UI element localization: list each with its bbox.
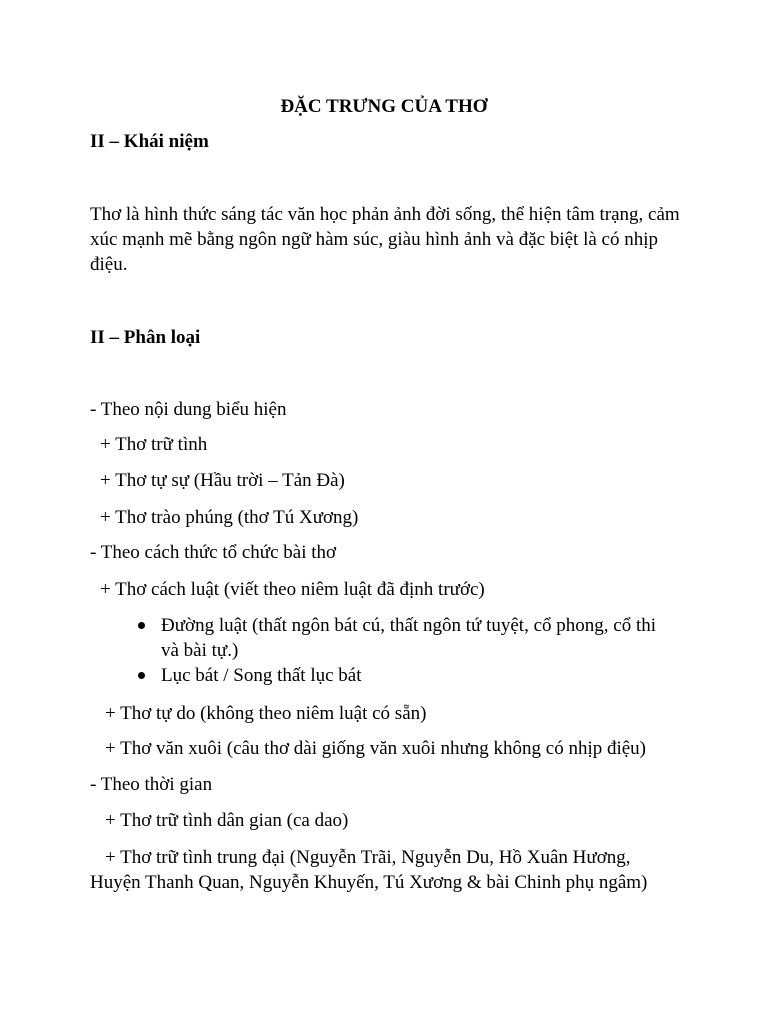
bullet-text: Lục bát / Song thất lục bát [161, 665, 362, 686]
list-item-metrical: + Thơ cách luật (viết theo niêm luật đã định trước) [100, 579, 485, 600]
list-item-satirical: + Thơ trào phúng (thơ Tú Xương) [100, 507, 359, 528]
bullet-dot-icon [138, 622, 145, 629]
bullet-item-luc-bat [136, 663, 676, 688]
bullet-text: Đường luật (thất ngôn bát cú, thất ngôn tứ tuyệt, cổ phong, cổ thi và bài tự.) [161, 615, 657, 661]
concept-paragraph: Thơ là hình thức sáng tác văn học phản ảnh đời sống, thể hiện tâm trạng, cảm xúc mạnh mẽ bằng ngôn ngữ hàm súc, giàu hình ảnh và đặc biệt là có nhịp điệu. [90, 204, 680, 275]
section-heading-concept: II – Khái niệm [90, 131, 209, 152]
section-heading-classification: II – Phân loại [90, 327, 201, 348]
list-item-structure-category: - Theo cách thức tổ chức bài thơ [90, 542, 337, 563]
list-item-free-verse: + Thơ tự do (không theo niêm luật có sẵn) [105, 703, 427, 724]
list-item-folk-lyric: + Thơ trữ tình dân gian (ca dao) [105, 810, 349, 831]
list-item-lyric: + Thơ trữ tình [100, 434, 208, 455]
bullet-dot-icon [138, 672, 145, 679]
list-item-content-category: - Theo nội dung biểu hiện [90, 399, 287, 420]
list-item-narrative: + Thơ tự sự (Hầu trời – Tản Đà) [100, 470, 345, 491]
list-item-prose-poetry: + Thơ văn xuôi (câu thơ dài giống văn xuôi nhưng không có nhịp điệu) [105, 738, 647, 759]
document-title: ĐẶC TRƯNG CỦA THƠ [280, 96, 488, 117]
list-item-time-category: - Theo thời gian [90, 774, 213, 795]
list-item-medieval-lyric: + Thơ trữ tình trung đại (Nguyễn Trãi, Nguyễn Du, Hồ Xuân Hương, Huyện Thanh Quan, Nguyễn Khuyến, Tú Xương & bài Chinh phụ ngâm) [90, 847, 648, 893]
bullet-list [136, 613, 676, 688]
bullet-item-tang-regulated [136, 613, 676, 663]
